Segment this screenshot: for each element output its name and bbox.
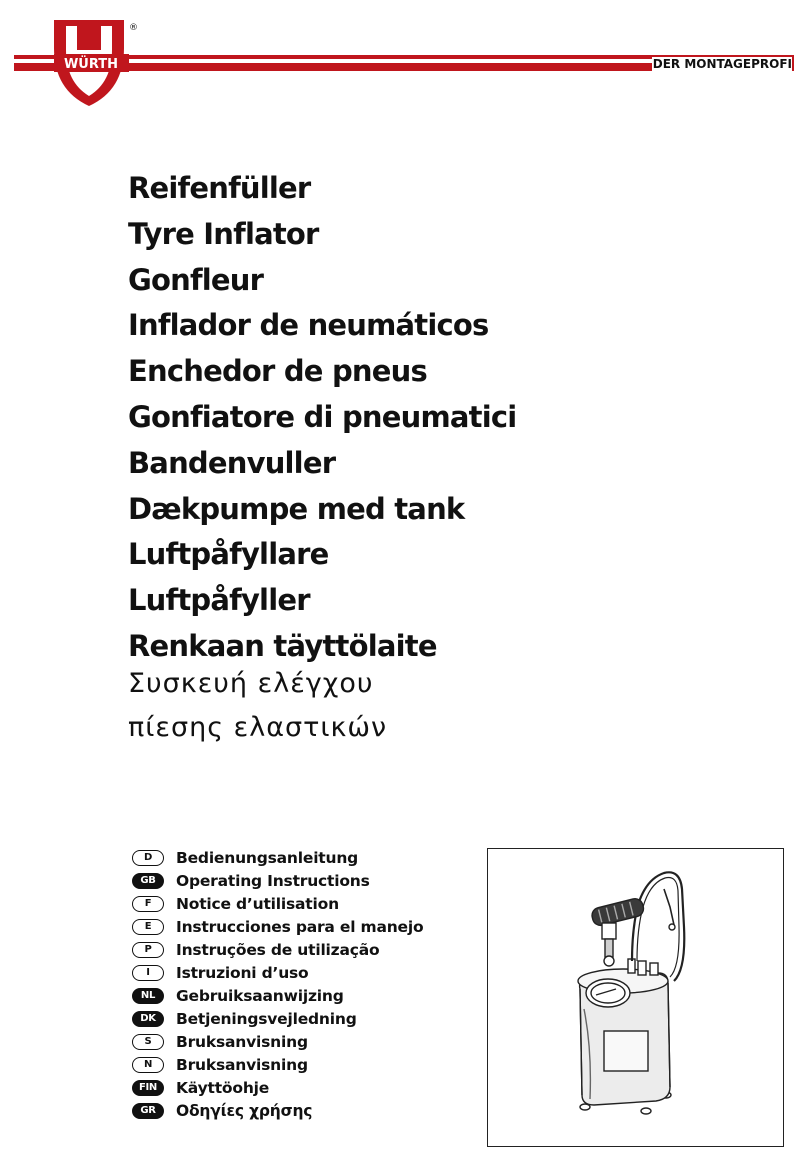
language-label: Bruksanvisning — [176, 1055, 308, 1074]
language-code-badge: I — [132, 965, 164, 981]
product-illustration-frame — [487, 848, 784, 1147]
language-label: Bruksanvisning — [176, 1032, 308, 1051]
language-label: Instruções de utilização — [176, 940, 380, 959]
language-code-badge: S — [132, 1034, 164, 1050]
product-title-gr-line1: Συσκευή ελέγχου — [128, 668, 374, 699]
language-label: Istruzioni d’uso — [176, 963, 309, 982]
language-code-badge: GB — [132, 873, 164, 889]
product-title-e: Inflador de neumáticos — [128, 308, 489, 343]
product-title-nl: Bandenvuller — [128, 445, 336, 480]
language-code-badge: F — [132, 896, 164, 912]
language-item — [132, 1030, 423, 1053]
language-item — [132, 1076, 423, 1099]
wurth-logo — [14, 20, 138, 110]
language-label: Bedienungsanleitung — [176, 848, 359, 867]
product-title-i: Gonfiatore di pneumatici — [128, 399, 517, 434]
language-label: Notice d’utilisation — [176, 894, 339, 913]
language-label: Instrucciones para el manejo — [176, 917, 424, 936]
language-label: Operating Instructions — [176, 871, 370, 890]
language-item — [132, 1007, 423, 1030]
language-label: Käyttöohje — [176, 1078, 270, 1097]
language-item — [132, 869, 423, 892]
language-item — [132, 1099, 423, 1122]
language-item — [132, 938, 423, 961]
language-code-badge: GR — [132, 1103, 164, 1119]
language-item — [132, 892, 423, 915]
language-item — [132, 915, 423, 938]
tyre-inflator-illustration — [488, 849, 785, 1148]
language-list — [132, 846, 423, 1122]
tagline: DER MONTAGEPROFI — [652, 57, 792, 71]
product-title-fin: Renkaan täyttölaite — [128, 628, 437, 663]
brand-wordmark: WÜRTH — [63, 57, 119, 72]
registered-mark: ® — [129, 23, 138, 33]
language-item — [132, 1053, 423, 1076]
language-item — [132, 984, 423, 1007]
product-title-p: Enchedor de pneus — [128, 354, 427, 389]
language-code-badge: N — [132, 1057, 164, 1073]
language-code-badge: D — [132, 850, 164, 866]
language-code-badge: E — [132, 919, 164, 935]
product-title-n: Luftpåfyller — [128, 583, 310, 618]
language-label: Οδηγίες χρήσης — [176, 1101, 313, 1120]
language-code-badge: FIN — [132, 1080, 164, 1096]
language-item — [132, 846, 423, 869]
language-item — [132, 961, 423, 984]
product-title-dk: Dækpumpe med tank — [128, 491, 465, 526]
language-label: Gebruiksaanwijzing — [176, 986, 344, 1005]
product-title-s: Luftpåfyllare — [128, 537, 329, 572]
product-title-gr-line2: πίεσης ελαστικών — [128, 712, 388, 743]
language-code-badge: NL — [132, 988, 164, 1004]
product-title-de: Reifenfüller — [128, 171, 311, 205]
product-title-list — [128, 166, 516, 670]
product-title-gb: Tyre Inflator — [128, 216, 319, 251]
product-title-f: Gonfleur — [128, 262, 264, 297]
language-code-badge: P — [132, 942, 164, 958]
language-label: Betjeningsvejledning — [176, 1009, 357, 1028]
language-code-badge: DK — [132, 1011, 164, 1027]
